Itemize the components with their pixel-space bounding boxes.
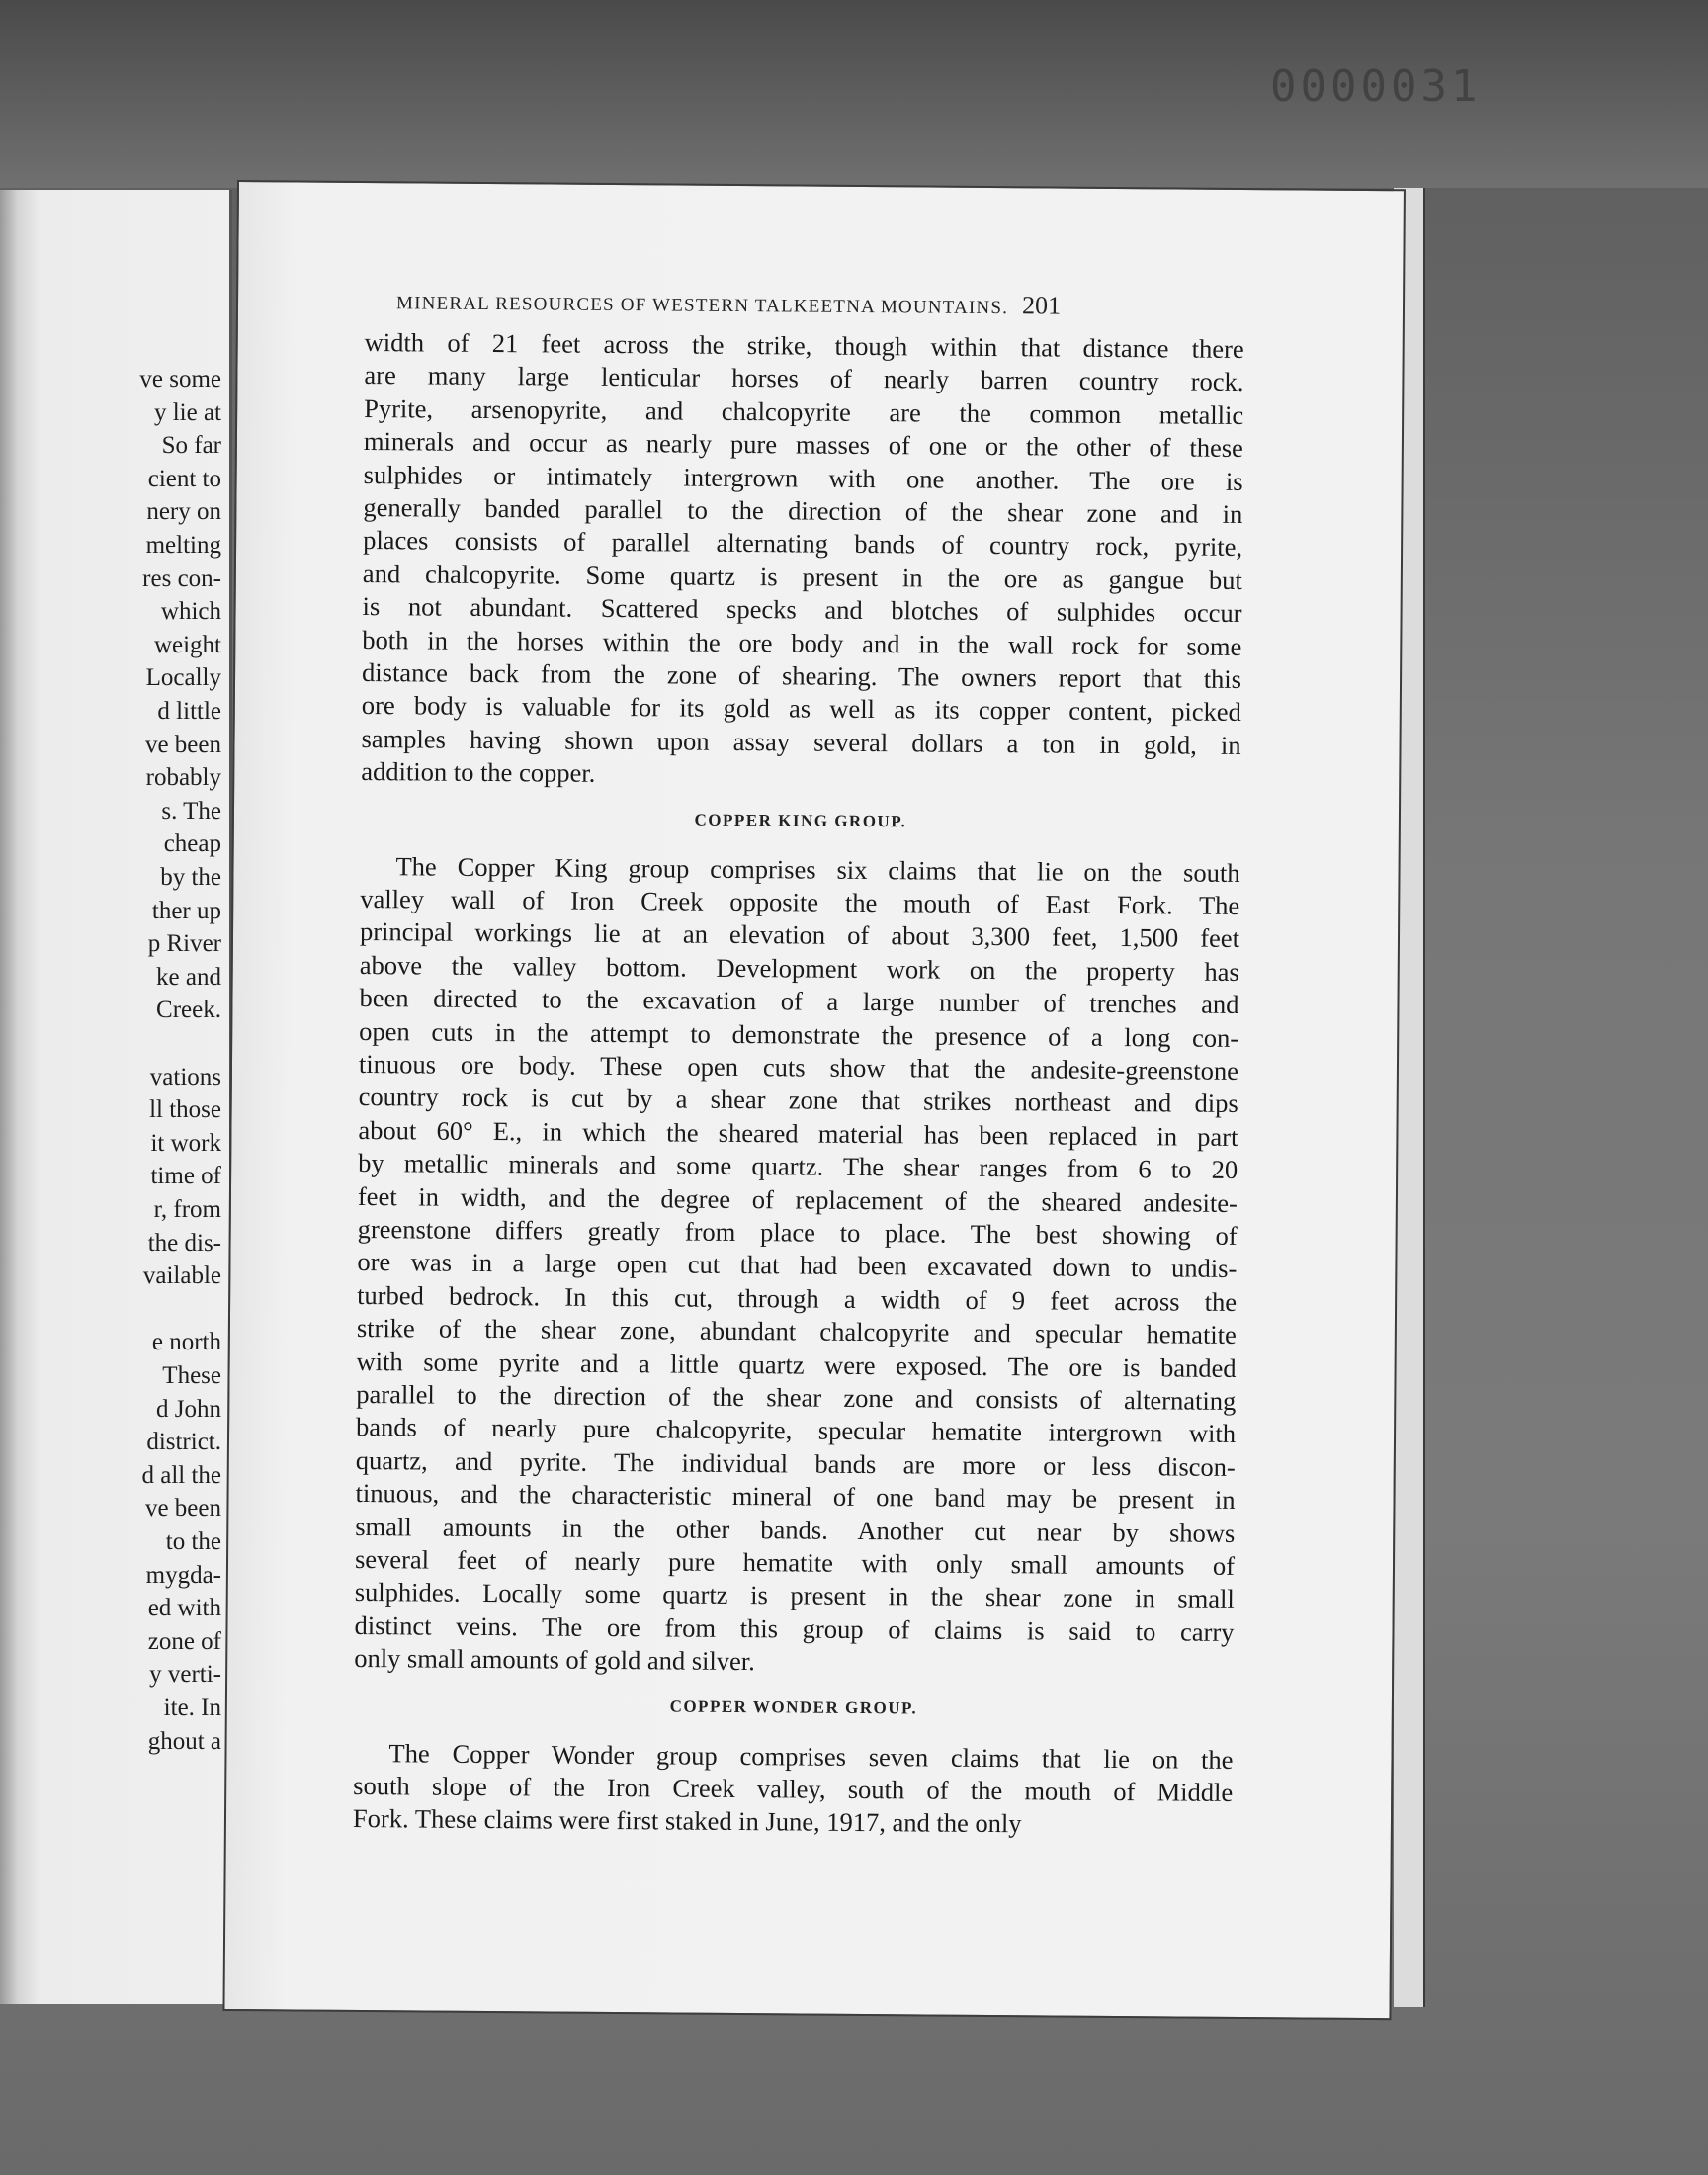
text-line: greenstone differs greatly from place to place. The best showing of [357,1213,1238,1251]
text-line: about 60° E., in which the sheared material has been replaced in part [358,1114,1238,1152]
text-line: with some pyrite and a little quartz were exposed. The ore is banded [356,1346,1237,1383]
text-line: tinuous ore body. These open cuts show that the andesite-greenstone [358,1048,1239,1086]
text-line: valley wall of Iron Creek opposite the mouth of East Fork. The [360,883,1240,920]
text-line: country rock is cut by a shear zone that strikes northeast and dips [358,1082,1238,1119]
text-line: sulphides or intimately intergrown with one another. The ore is [363,459,1243,496]
text-line: generally banded parallel to the direction of the shear zone and in [363,492,1243,530]
text-line: both in the horses within the ore body and in the wall rock for some [362,624,1242,661]
text-line: width of 21 feet across the strike, though within that distance there [364,327,1244,365]
text-line: Pyrite, arsenopyrite, and chalcopyrite are the common metallic [364,392,1244,430]
text-line: distance back from the zone of shearing. The owners report that this [361,657,1242,694]
left-page-line: nery on [146,498,221,526]
text-line: distinct veins. The ore from this group of claims is said to carry [354,1610,1235,1647]
left-page-line: d John [156,1395,221,1423]
left-page-line: the dis- [147,1229,221,1257]
text-line: and chalcopyrite. Some quartz is present in the ore as gangue but [362,558,1242,595]
text-line: several feet of nearly pure hematite with only small amounts of [354,1543,1236,1581]
page-stack-edges [1394,188,1461,2007]
left-page-line: zone of [147,1627,221,1655]
document-stamp-number: 0000031 [1270,61,1482,112]
text-line: quartz, and pyrite. The individual bands are more or less discon- [355,1444,1236,1482]
running-head [396,286,1286,322]
left-page-line: Locally [145,664,221,692]
left-page-line: Creek. [156,997,221,1024]
left-page-line: weight [153,631,221,658]
text-line: parallel to the direction of the shear zone and consists of alternating [356,1378,1237,1416]
text-line: bands of nearly pure chalcopyrite, specular hematite intergrown with [355,1412,1237,1449]
left-page-line: which [160,598,221,626]
left-page-line: robably [145,764,221,792]
text-line: minerals and occur as nearly pure masses of one or the other of these [363,426,1244,464]
text-line: strike of the shear zone, abundant chalcopyrite and specular hematite [356,1313,1237,1350]
left-page-line: ve been [144,731,221,758]
running-head-title: MINERAL RESOURCES OF WESTERN TALKEETNA MOUNTAINS. [395,293,1009,319]
left-page-line: ve been [144,1495,221,1522]
left-page-line: mygda- [145,1561,221,1589]
left-page-line: p River [147,930,221,958]
text-line: places consists of parallel alternating bands of country rock, pyrite, [363,525,1243,563]
left-page-line: d all the [141,1461,221,1489]
section-heading: COPPER WONDER GROUP. [669,1696,918,1718]
text-line: been directed to the excavation of a large number of trenches and [359,983,1239,1020]
text-line: samples having shown upon assay several dollars a ton in gold, in [361,723,1241,760]
left-page-line: time of [150,1163,221,1190]
left-page-line: cheap [163,830,221,858]
left-page-line: These [162,1362,221,1389]
text-line: ore was in a large open cut that had been excavated down to undis- [357,1247,1238,1284]
text-line: addition to the copper. [361,756,596,789]
left-page-line: by the [160,864,221,891]
text-line: Fork. These claims were first staked in June, 1917, and the only [352,1803,1022,1839]
left-page-line: res con- [142,565,221,592]
text-line: The Copper Wonder group comprises seven claims that lie on the [388,1737,1234,1775]
text-line: only small amounts of gold and silver. [354,1643,755,1677]
text-line: sulphides. Locally some quartz is present in the shear zone in small [354,1577,1235,1614]
left-page-line: ghout a [147,1727,221,1755]
text-line: by metallic minerals and some quartz. The shear ranges from 6 to 20 [358,1148,1238,1185]
text-line: turbed bedrock. In this cut, through a width of 9 feet across the [357,1279,1238,1317]
page-number: 201 [1022,291,1062,320]
left-page-line: to the [165,1528,221,1555]
left-page-line: ed with [147,1595,221,1622]
left-page-line: vailable [142,1262,221,1290]
left-page-line: e north [151,1329,221,1356]
left-page-line: ther up [151,897,221,924]
text-line: feet in width, and the degree of replacement of the sheared andesite- [357,1180,1238,1218]
left-page-line: s. The [161,797,221,825]
text-line: principal workings lie at an elevation of about 3,300 feet, 1,500 feet [359,916,1240,954]
left-page-line: district. [146,1429,221,1456]
text-line: The Copper King group comprises six claims that lie on the south [395,850,1240,888]
text-line: south slope of the Iron Creek valley, south of the mouth of Middle [353,1770,1234,1807]
left-page-line: ite. In [163,1695,221,1721]
left-page-line: ll those [149,1096,221,1124]
text-line: above the valley bottom. Development work on the property has [359,949,1239,987]
left-page-line: r, from [153,1196,221,1223]
left-page-fragment [0,190,232,2004]
left-page-line: So far [161,432,221,460]
left-page-line: d little [157,698,221,725]
left-page-line: it work [150,1129,221,1157]
text-line: ore body is valuable for its gold as well as its copper content, picked [361,690,1241,728]
section-heading: COPPER KING GROUP. [694,810,907,830]
left-page-line: melting [145,532,221,559]
text-line: are many large lenticular horses of nearly barren country rock. [364,360,1244,397]
text-line: open cuts in the attempt to demonstrate the presence of a long con- [359,1015,1239,1053]
left-page-line: cient to [147,465,221,492]
left-page-line: vations [149,1063,221,1090]
left-page-line: y verti- [149,1661,221,1689]
left-page-line: y lie at [153,398,221,426]
text-line: is not abundant. Scattered specks and blotches of sulphides occur [362,591,1242,629]
book-page [222,180,1406,2020]
left-page-line: ve some [139,366,221,392]
text-line: tinuous, and the characteristic mineral of one band may be present in [355,1478,1236,1516]
text-line: small amounts in the other bands. Another cut near by shows [355,1511,1236,1548]
left-page-line: ke and [156,963,221,991]
